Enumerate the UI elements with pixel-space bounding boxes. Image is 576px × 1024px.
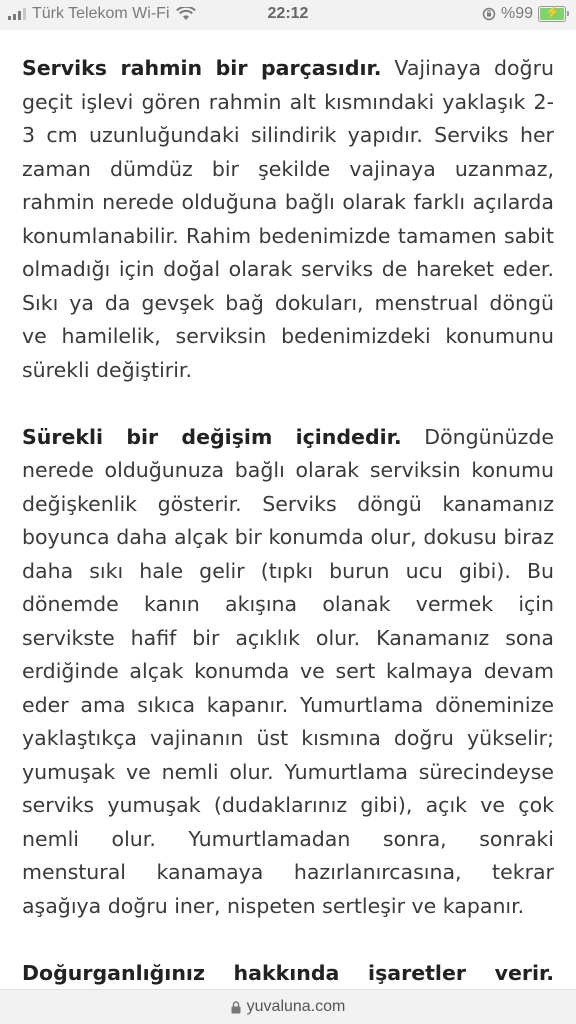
paragraph-lead: Doğurganlığınız hakkında işaretler verir. bbox=[22, 960, 554, 985]
carrier-label: Türk Telekom Wi-Fi bbox=[32, 5, 170, 22]
paragraph-lead: Serviks rahmin bir parçasıdır. bbox=[22, 56, 382, 80]
battery-icon: ⚡ bbox=[538, 6, 566, 22]
paragraph-degisim bbox=[22, 421, 554, 924]
lock-icon bbox=[231, 1001, 241, 1014]
article-body bbox=[22, 52, 554, 1024]
paragraph-text: Vajinaya doğru geçit işlevi gören rahmin alt kısmındaki yaklaşık 2-3 cm uzunluğundaki silindirik yapıdır. Serviks her zaman dümdüz bir şekilde vajinaya uzanmaz, rahmin nerede olduğuna bağlı olarak farklı açılarda konumlanabilir. Rahim bedenimizde tamamen sabit olmadığı için doğal olarak serviks de hareket eder. Sıkı ya da gevşek bağ dokuları, menstrual döngü ve hamilelik, serviksin bedenimizdeki konumunu sürekli değiştirir. bbox=[22, 56, 554, 382]
paragraph-serviks bbox=[22, 52, 554, 387]
address-domain[interactable]: yuvaluna.com bbox=[246, 998, 346, 1015]
orientation-lock-icon bbox=[482, 7, 496, 21]
paragraph-text: Döngünüzde nerede olduğunuza bağlı olarak serviksin konumu değişkenlik gösterir. Serviks döngü kanamanız boyunca daha alçak bir konumda olur, dokusu biraz daha sıkı hale gelir (tıpkı burun ucu gibi). Bu dönemde kanın akışına olanak vermek için servikste hafif bir açıklık olur. Kanamanız sona erdiğinde alçak konumda ve sert kalmaya devam eder ama sıkıca kapanır. Yumurtlama döneminize yaklaştıkça vajinanın üst kısmına doğru yükselir; yumuşak ve nemli olur. Yumurtlama sürecindeyse serviks yumuşak (dudaklarınız gibi), açık ve çok nemli olur. Yumurtlamadan sonra, sonraki menstural kanamaya hazırlanırcasına, tekrar aşağıya doğru iner, nispeten sertleşir ve kapanır. bbox=[22, 424, 554, 918]
paragraph-dogurganlik bbox=[22, 957, 554, 991]
paragraph-lead: Sürekli bir değişim içindedir. bbox=[22, 424, 402, 449]
clock-time: 22:12 bbox=[267, 5, 309, 22]
address-bar[interactable] bbox=[0, 989, 576, 1024]
status-bar bbox=[0, 0, 576, 30]
battery-percent: %99 bbox=[500, 5, 533, 22]
